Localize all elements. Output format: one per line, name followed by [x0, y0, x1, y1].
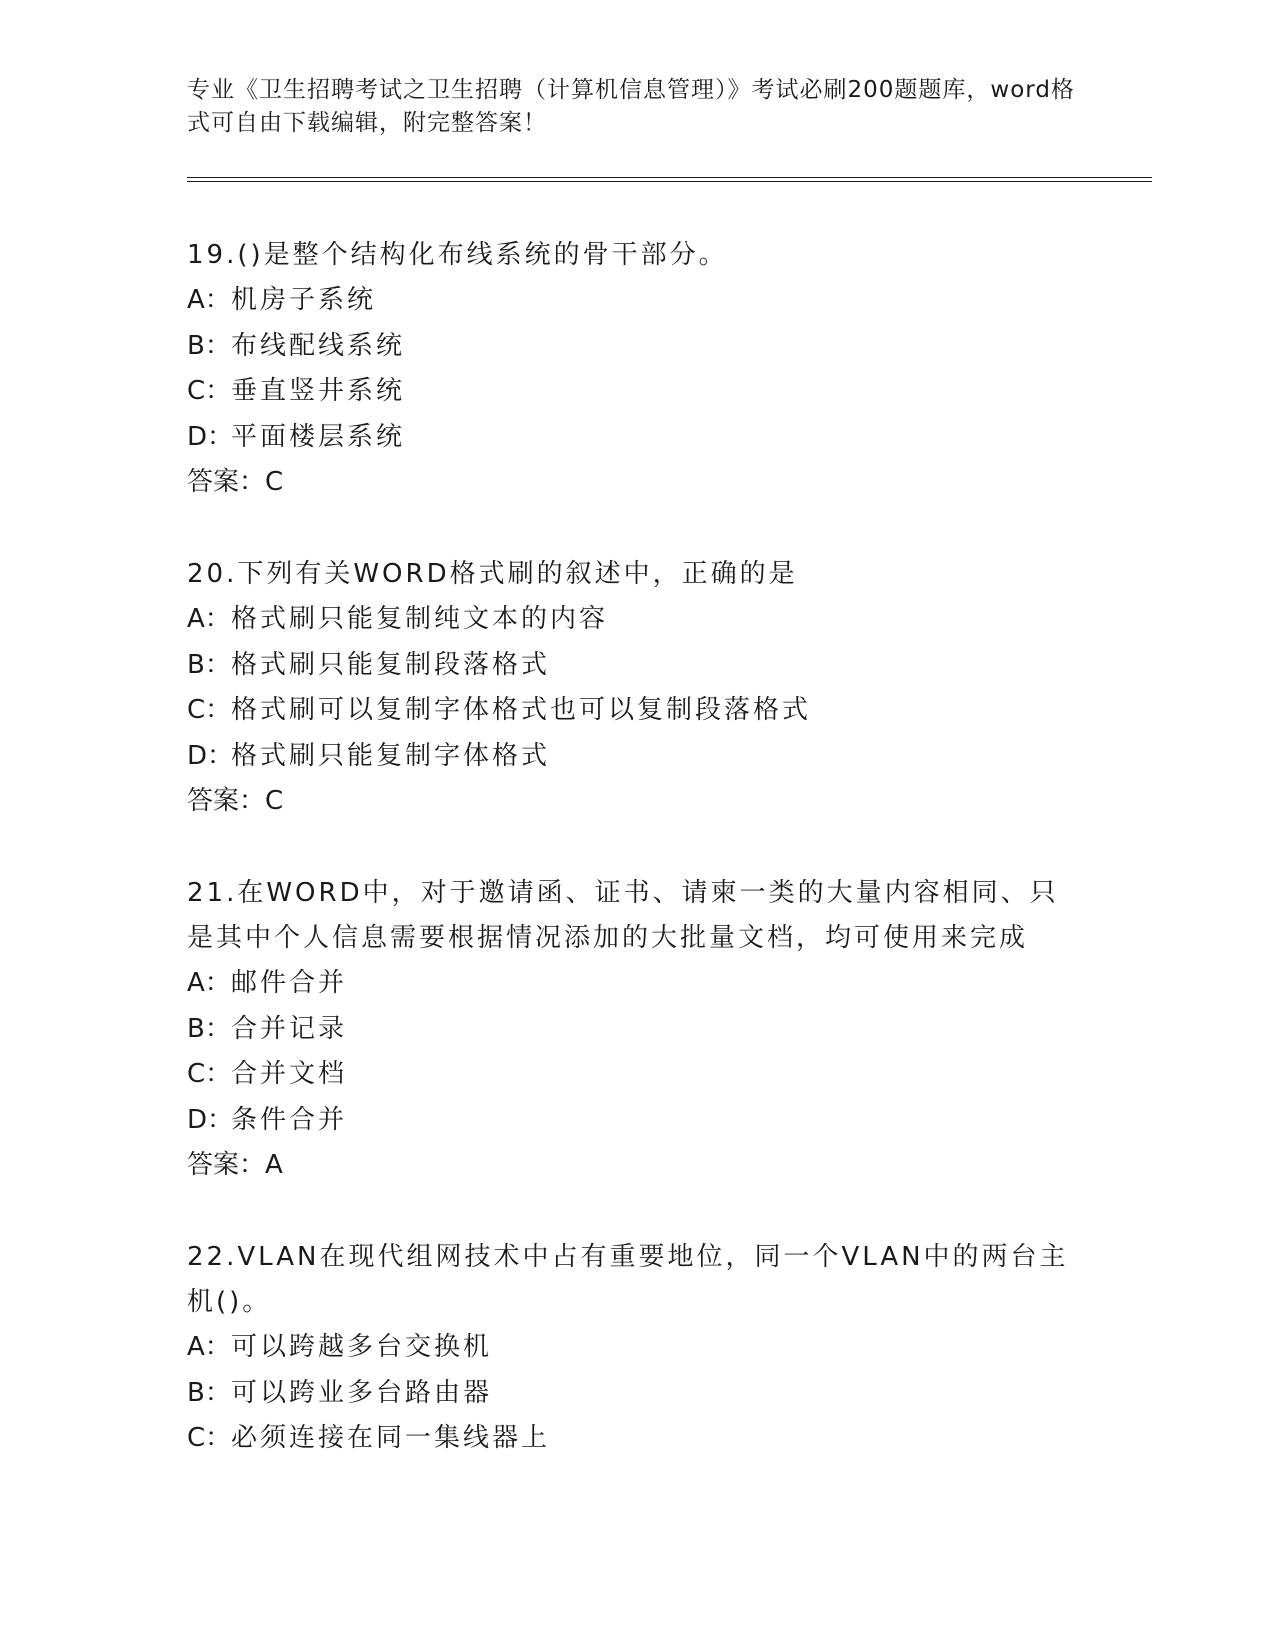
option-text: 合并文档: [231, 1059, 348, 1089]
option-key: B：: [187, 1013, 231, 1044]
option-d: [187, 734, 1087, 780]
option-a: [187, 961, 1087, 1007]
option-text: 合并记录: [231, 1013, 348, 1044]
option-key: D：: [187, 1104, 234, 1135]
option-key: B：: [187, 1377, 231, 1408]
option-text: 格式刷只能复制纯文本的内容: [231, 604, 609, 634]
question-title: 19.()是整个结构化布线系统的骨干部分。: [187, 240, 728, 270]
option-b: [187, 1371, 1087, 1417]
option-key: C：: [187, 376, 232, 406]
option-c: [187, 688, 1087, 734]
option-text: 邮件合并: [231, 968, 348, 998]
question-21: [187, 871, 1087, 1188]
question-title: 20.下列有关WORD格式刷的叙述中，正确的是: [187, 559, 798, 589]
option-text: 可以跨越多台交换机: [231, 1332, 493, 1362]
option-a: [187, 597, 1087, 643]
option-text: 格式刷只能复制字体格式: [231, 740, 551, 771]
option-key: B：: [187, 649, 231, 680]
option-key: A：: [187, 1332, 231, 1362]
option-d: [187, 1098, 1087, 1144]
option-text: 必须连接在同一集线器上: [231, 1423, 551, 1453]
option-text: 布线配线系统: [231, 330, 406, 361]
question-20: [187, 552, 1087, 824]
option-text: 可以跨业多台路由器: [231, 1377, 493, 1408]
answer-line: 答案：C: [187, 786, 284, 816]
option-key: D：: [187, 421, 234, 452]
question-19: [187, 233, 1087, 505]
option-c: [187, 1052, 1087, 1098]
question-list: [187, 233, 1087, 1509]
option-key: C：: [187, 695, 232, 725]
option-c: [187, 369, 1087, 415]
option-d: [187, 415, 1087, 461]
header-rule-bottom: [187, 181, 1152, 182]
header-rule-top: [187, 177, 1152, 178]
option-key: D：: [187, 740, 234, 771]
option-b: [187, 643, 1087, 689]
option-c: [187, 1416, 1087, 1462]
question-title: 22.VLAN在现代组网技术中占有重要地位，同一个VLAN中的两台主机()。: [187, 1242, 1069, 1317]
option-key: C：: [187, 1059, 232, 1089]
option-text: 格式刷可以复制字体格式也可以复制段落格式: [231, 695, 812, 725]
option-key: A：: [187, 604, 231, 634]
question-22: [187, 1235, 1087, 1462]
option-key: B：: [187, 330, 231, 361]
answer-line: 答案：C: [187, 467, 284, 497]
option-b: [187, 324, 1087, 370]
option-a: [187, 1325, 1087, 1371]
option-text: 垂直竖井系统: [231, 376, 406, 406]
option-key: A：: [187, 968, 231, 998]
answer-line: 答案：A: [187, 1150, 283, 1180]
option-text: 机房子系统: [231, 285, 377, 315]
option-text: 格式刷只能复制段落格式: [231, 649, 551, 680]
question-title: 21.在WORD中，对于邀请函、证书、请柬一类的大量内容相同、只是其中个人信息需要根据情况添加的大批量文档，均可使用来完成: [187, 878, 1059, 953]
option-key: A：: [187, 285, 231, 315]
option-a: [187, 278, 1087, 324]
option-text: 平面楼层系统: [231, 421, 406, 452]
document-header: 专业《卫生招聘考试之卫生招聘（计算机信息管理）》考试必刷200题题库，word格式可自由下载编辑，附完整答案！: [187, 77, 1075, 136]
option-text: 条件合并: [231, 1104, 348, 1135]
option-key: C：: [187, 1423, 232, 1453]
option-b: [187, 1007, 1087, 1053]
